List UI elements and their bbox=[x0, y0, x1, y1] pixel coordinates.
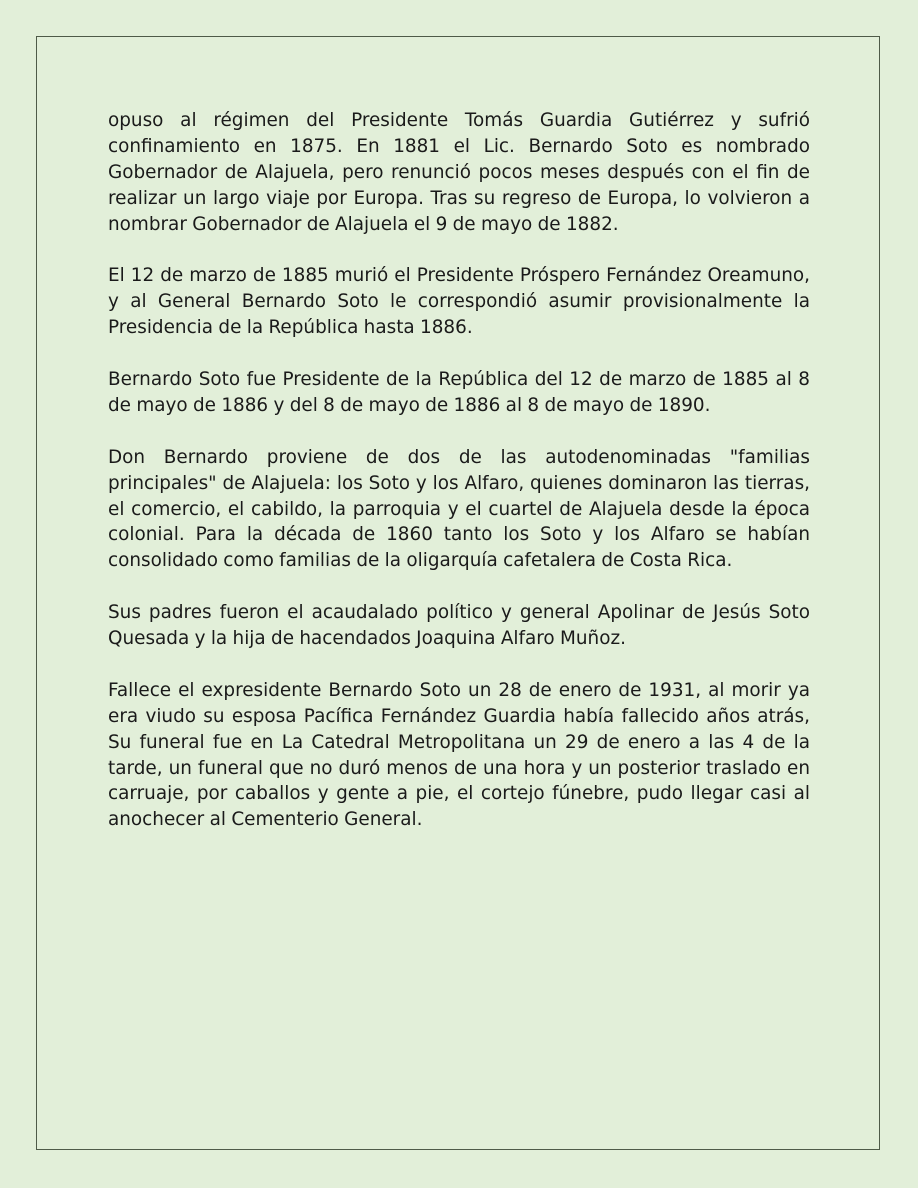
paragraph-provisional-presidency: El 12 de marzo de 1885 murió el Presidente Próspero Fernández Oreamuno, y al General Bernardo Soto le correspondió asumir provisionalmente la Presidencia de la República hasta 1886. bbox=[108, 265, 810, 339]
paragraph-confinement: opuso al régimen del Presidente Tomás Guardia Gutiérrez y sufrió confinamiento en 1875. En 1881 el Lic. Bernardo Soto es nombrado Gobernador de Alajuela, pero renunció pocos meses después con el fin de realizar un largo viaje por Europa. Tras su regreso de Europa, lo volvieron a nombrar Gobernador de Alajuela el 9 de mayo de 1882. bbox=[108, 110, 810, 235]
document-body bbox=[108, 108, 810, 859]
paragraph-parents: Sus padres fueron el acaudalado político y general Apolinar de Jesús Soto Quesada y la hija de hacendados Joaquina Alfaro Muñoz. bbox=[108, 602, 810, 650]
paragraph-death-funeral: Fallece el expresidente Bernardo Soto un 28 de enero de 1931, al morir ya era viudo su esposa Pacífica Fernández Guardia había fallecido años atrás, Su funeral fue en La Catedral Metropolitana un 29 de enero a las 4 de la tarde, un funeral que no duró menos de una hora y un posterior traslado en carruaje, por caballos y gente a pie, el cortejo fúnebre, pudo llegar casi al anochecer al Cementerio General. bbox=[108, 679, 810, 831]
paragraph-presidential-terms: Bernardo Soto fue Presidente de la República del 12 de marzo de 1885 al 8 de mayo de 1886 y del 8 de mayo de 1886 al 8 de mayo de 1890. bbox=[108, 369, 810, 416]
paragraph-family-origins: Don Bernardo proviene de dos de las autodenominadas "familias principales" de Alajuela: los Soto y los Alfaro, quienes dominaron las tierras, el comercio, el cabildo, la parroquia y el cuartel de Alajuela desde la época colonial. Para la década de 1860 tanto los Soto y los Alfaro se habían consolidado como familias de la oligarquía cafetalera de Costa Rica. bbox=[108, 446, 810, 572]
